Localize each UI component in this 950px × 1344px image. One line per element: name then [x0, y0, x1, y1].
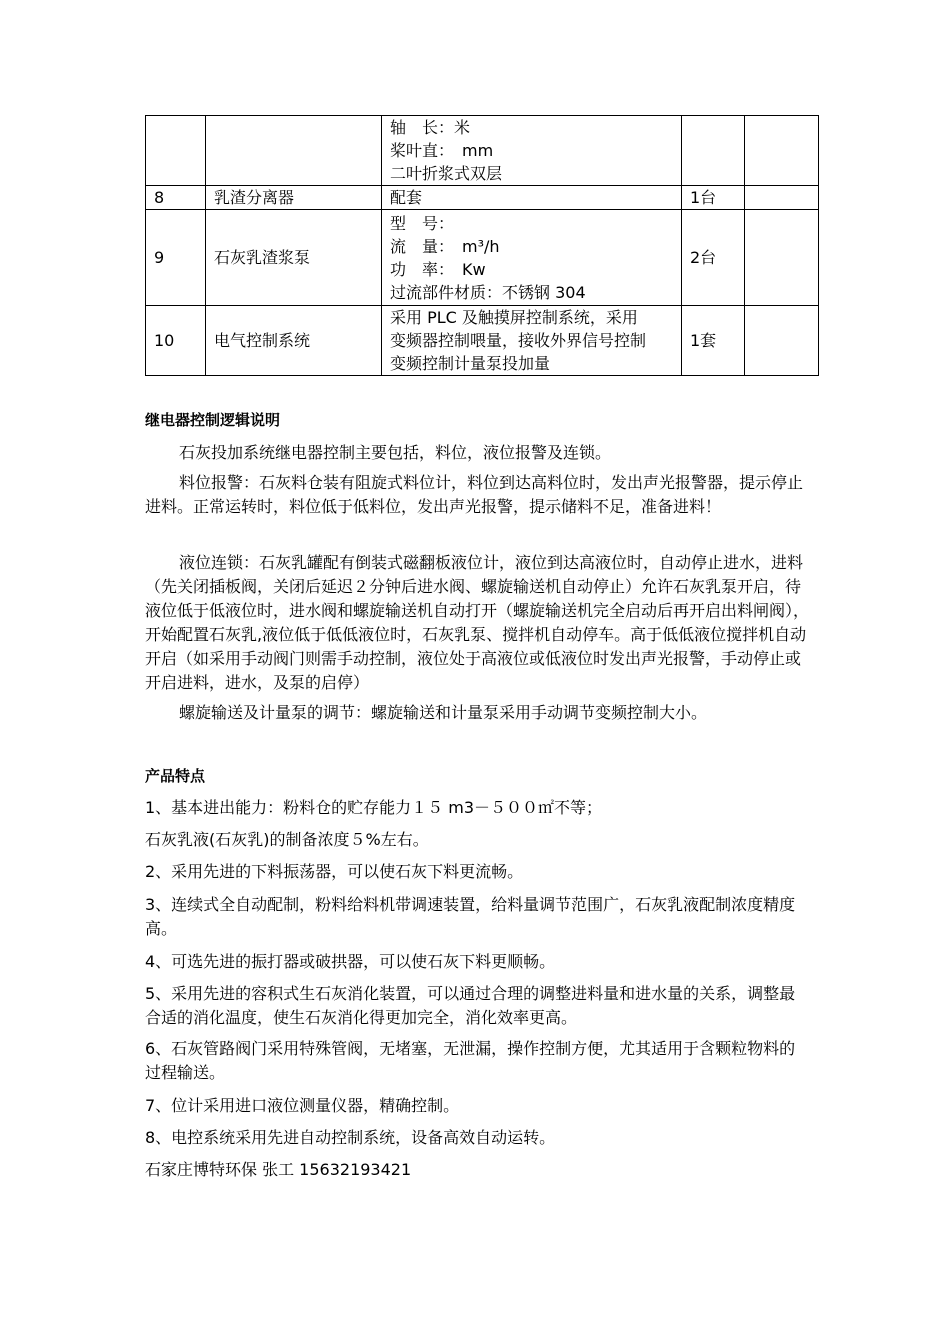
- table-row: [146, 210, 819, 306]
- param-line: 配套: [390, 188, 423, 207]
- cell-params: [382, 186, 682, 210]
- cell-name: [206, 116, 382, 186]
- param-line: 功 率： Kw: [390, 259, 486, 279]
- feature-item: 石灰乳液(石灰乳)的制备浓度５%左右。: [145, 830, 429, 849]
- cell-no: 8: [146, 186, 206, 210]
- cell-params: [382, 306, 682, 376]
- feature-item: 7、位计采用进口液位测量仪器，精确控制。: [145, 1096, 460, 1115]
- table-row: [146, 306, 819, 376]
- cell-no: [146, 116, 206, 186]
- relay-paragraph: 石灰投加系统继电器控制主要包括，料位，液位报警及连锁。: [179, 443, 612, 462]
- param-line: 变频控制计量泵投加量: [390, 354, 551, 373]
- cell-no: 9: [146, 210, 206, 306]
- cell-qty: 1台: [682, 186, 745, 210]
- cell-params: [382, 210, 682, 306]
- cell-qty: [682, 116, 745, 186]
- cell-name: 石灰乳渣浆泵: [206, 210, 382, 306]
- param-line: 桨叶直： mm: [390, 141, 494, 160]
- relay-paragraph: 液位连锁：石灰乳罐配有倒装式磁翻板液位计，液位到达高液位时，自动停止进水，进料（先关闭插板阀，关闭后延迟２分钟后进水阀、螺旋输送机自动停止）允许石灰乳泵开启，待液位低于低液位时，进水阀和螺旋输送机自动打开（螺旋输送机完全启动后再开启出料闸阀），开始配置石灰乳,液位低于低低液位时，石灰乳泵、搅拌机自动停车。高于低低液位搅拌机自动开启（如采用手动阀门则需手动控制，液位处于高液位或低液位时发出声光报警，手动停止或开启进料，进水，及泵的启停）: [145, 553, 810, 692]
- param-line: 变频器控制喂量，接收外界信号控制: [390, 331, 647, 350]
- param-line: 轴 长：米: [390, 118, 471, 137]
- param-line: 型 号：: [390, 213, 455, 233]
- cell-note: [745, 116, 819, 186]
- table-row: [146, 116, 819, 186]
- feature-item: 1、基本进出能力：粉料仓的贮存能力１５ m3－５００㎡不等；: [145, 798, 603, 817]
- features-heading: 产品特点: [145, 767, 206, 785]
- relay-paragraph: 螺旋输送及计量泵的调节：螺旋输送和计量泵采用手动调节变频控制大小。: [179, 703, 708, 722]
- cell-name: 电气控制系统: [206, 306, 382, 376]
- contact-line: 石家庄博特环保 张工 15632193421: [145, 1160, 412, 1179]
- cell-no: 10: [146, 306, 206, 376]
- param-line: 过流部件材质：不锈钢 304: [390, 282, 586, 302]
- cell-note: [745, 186, 819, 210]
- param-line: 二叶折浆式双层: [390, 164, 503, 183]
- param-line: 流 量： m³/h: [390, 236, 500, 256]
- feature-item: 8、电控系统采用先进自动控制系统，设备高效自动运转。: [145, 1128, 556, 1147]
- cell-params: [382, 116, 682, 186]
- cell-qty: 2台: [682, 210, 745, 306]
- feature-item: 2、采用先进的下料振荡器，可以使石灰下料更流畅。: [145, 862, 524, 881]
- cell-note: [745, 306, 819, 376]
- cell-note: [745, 210, 819, 306]
- table-row: [146, 186, 819, 210]
- feature-item: 4、可选先进的振打器或破拱器，可以使石灰下料更顺畅。: [145, 952, 556, 971]
- equipment-table: [145, 115, 819, 376]
- relay-paragraph: 料位报警：石灰料仓装有阻旋式料位计，料位到达高料位时，发出声光报警器，提示停止进料。正常运转时，料位低于低料位，发出声光报警，提示储料不足，准备进料！: [145, 473, 804, 516]
- feature-item: 5、采用先进的容积式生石灰消化装置，可以通过合理的调整进料量和进水量的关系，调整最合适的消化温度，使生石灰消化得更加完全，消化效率更高。: [145, 984, 796, 1027]
- param-line: 采用 PLC 及触摸屏控制系统，采用: [390, 308, 638, 327]
- relay-heading: 继电器控制逻辑说明: [145, 411, 281, 429]
- cell-name: 乳渣分离器: [206, 186, 382, 210]
- feature-item: 3、连续式全自动配制，粉料给料机带调速装置，给料量调节范围广，石灰乳液配制浓度精度高。: [145, 895, 796, 938]
- feature-item: 6、石灰管路阀门采用特殊管阀，无堵塞，无泄漏，操作控制方便，尤其适用于含颗粒物料的过程输送。: [145, 1039, 796, 1082]
- cell-qty: 1套: [682, 306, 745, 376]
